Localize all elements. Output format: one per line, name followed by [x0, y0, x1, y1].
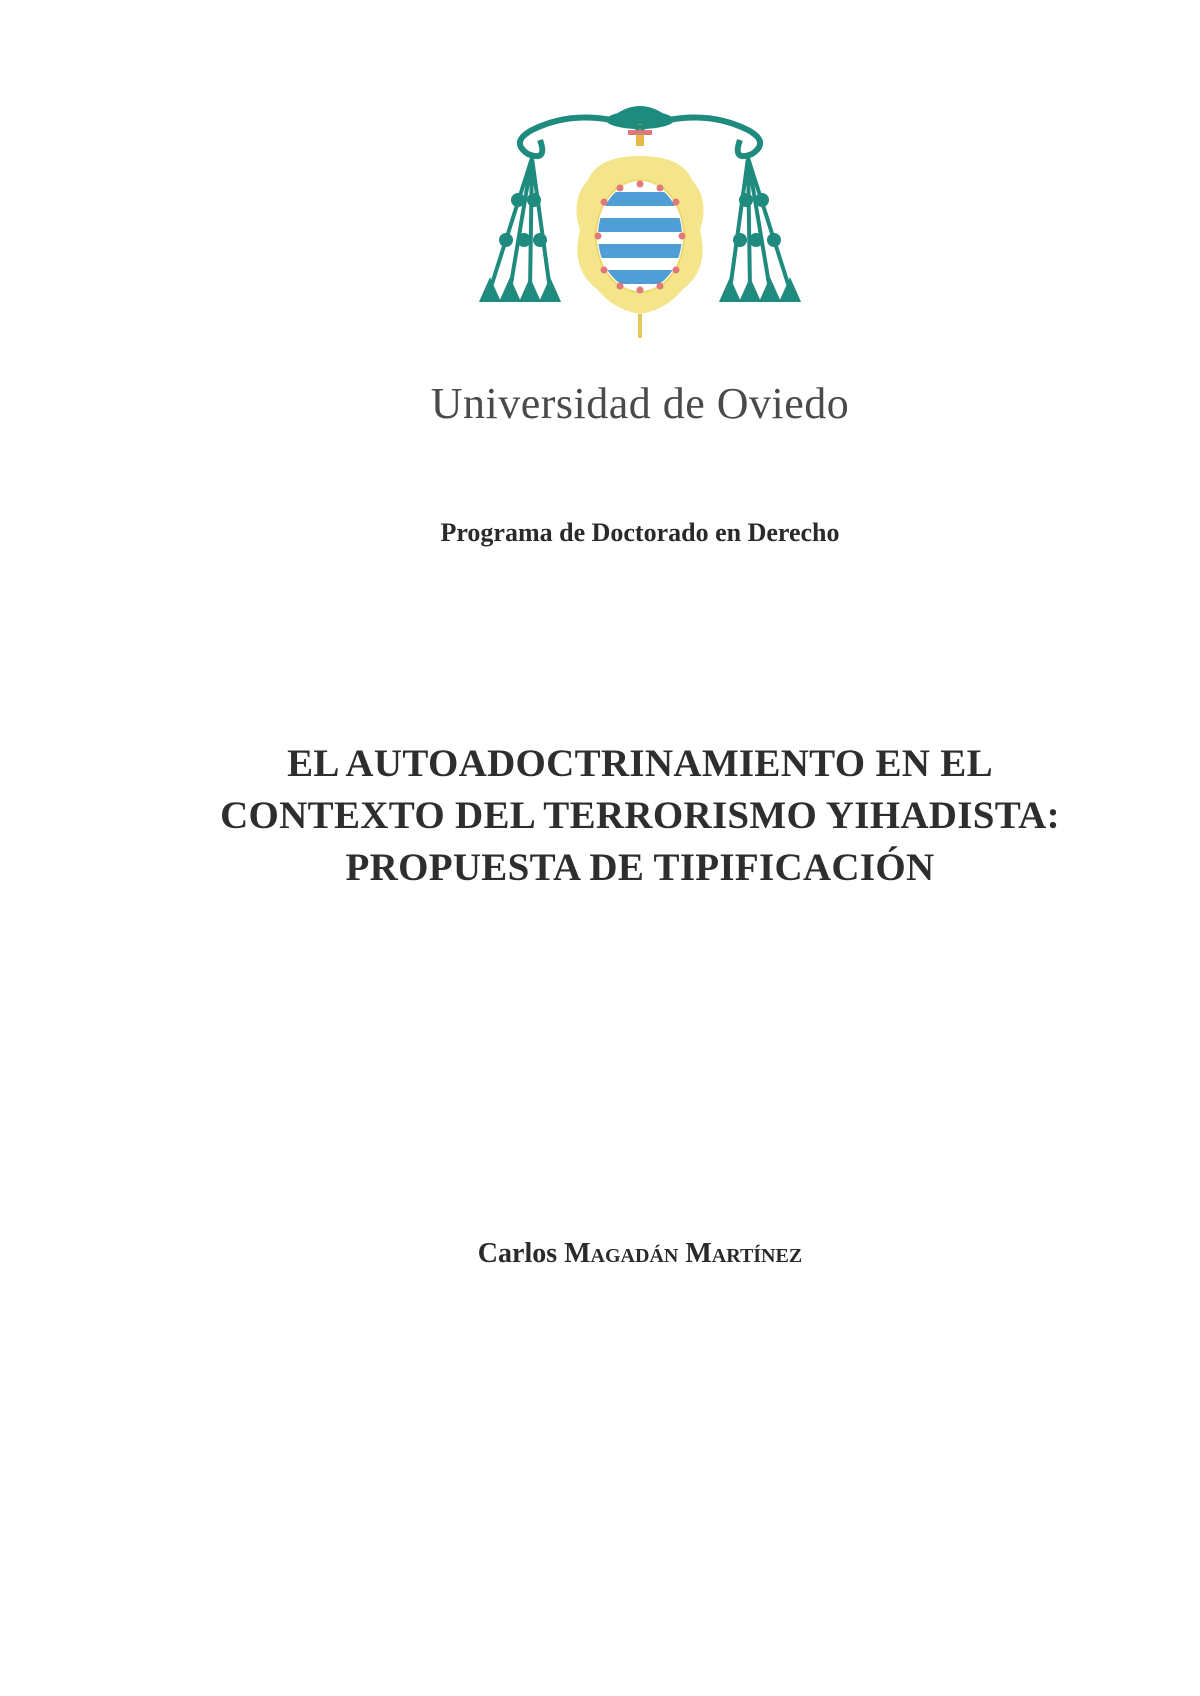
- thesis-title-line-1: EL AUTOADOCTRINAMIENTO EN EL: [287, 742, 993, 785]
- thesis-title-line-2: CONTEXTO DEL TERRORISMO YIHADISTA:: [220, 794, 1060, 837]
- university-crest-icon: [470, 100, 810, 360]
- thesis-title: [150, 738, 1130, 894]
- author-first-name: Carlos: [477, 1238, 558, 1269]
- author-surnames: Magadán Martínez: [564, 1238, 803, 1269]
- doctoral-program: Programa de Doctorado en Derecho: [440, 518, 840, 547]
- author-name: [0, 1238, 1200, 1270]
- university-name: Universidad de Oviedo: [430, 379, 850, 428]
- thesis-title-line-3: PROPUESTA DE TIPIFICACIÓN: [345, 846, 935, 889]
